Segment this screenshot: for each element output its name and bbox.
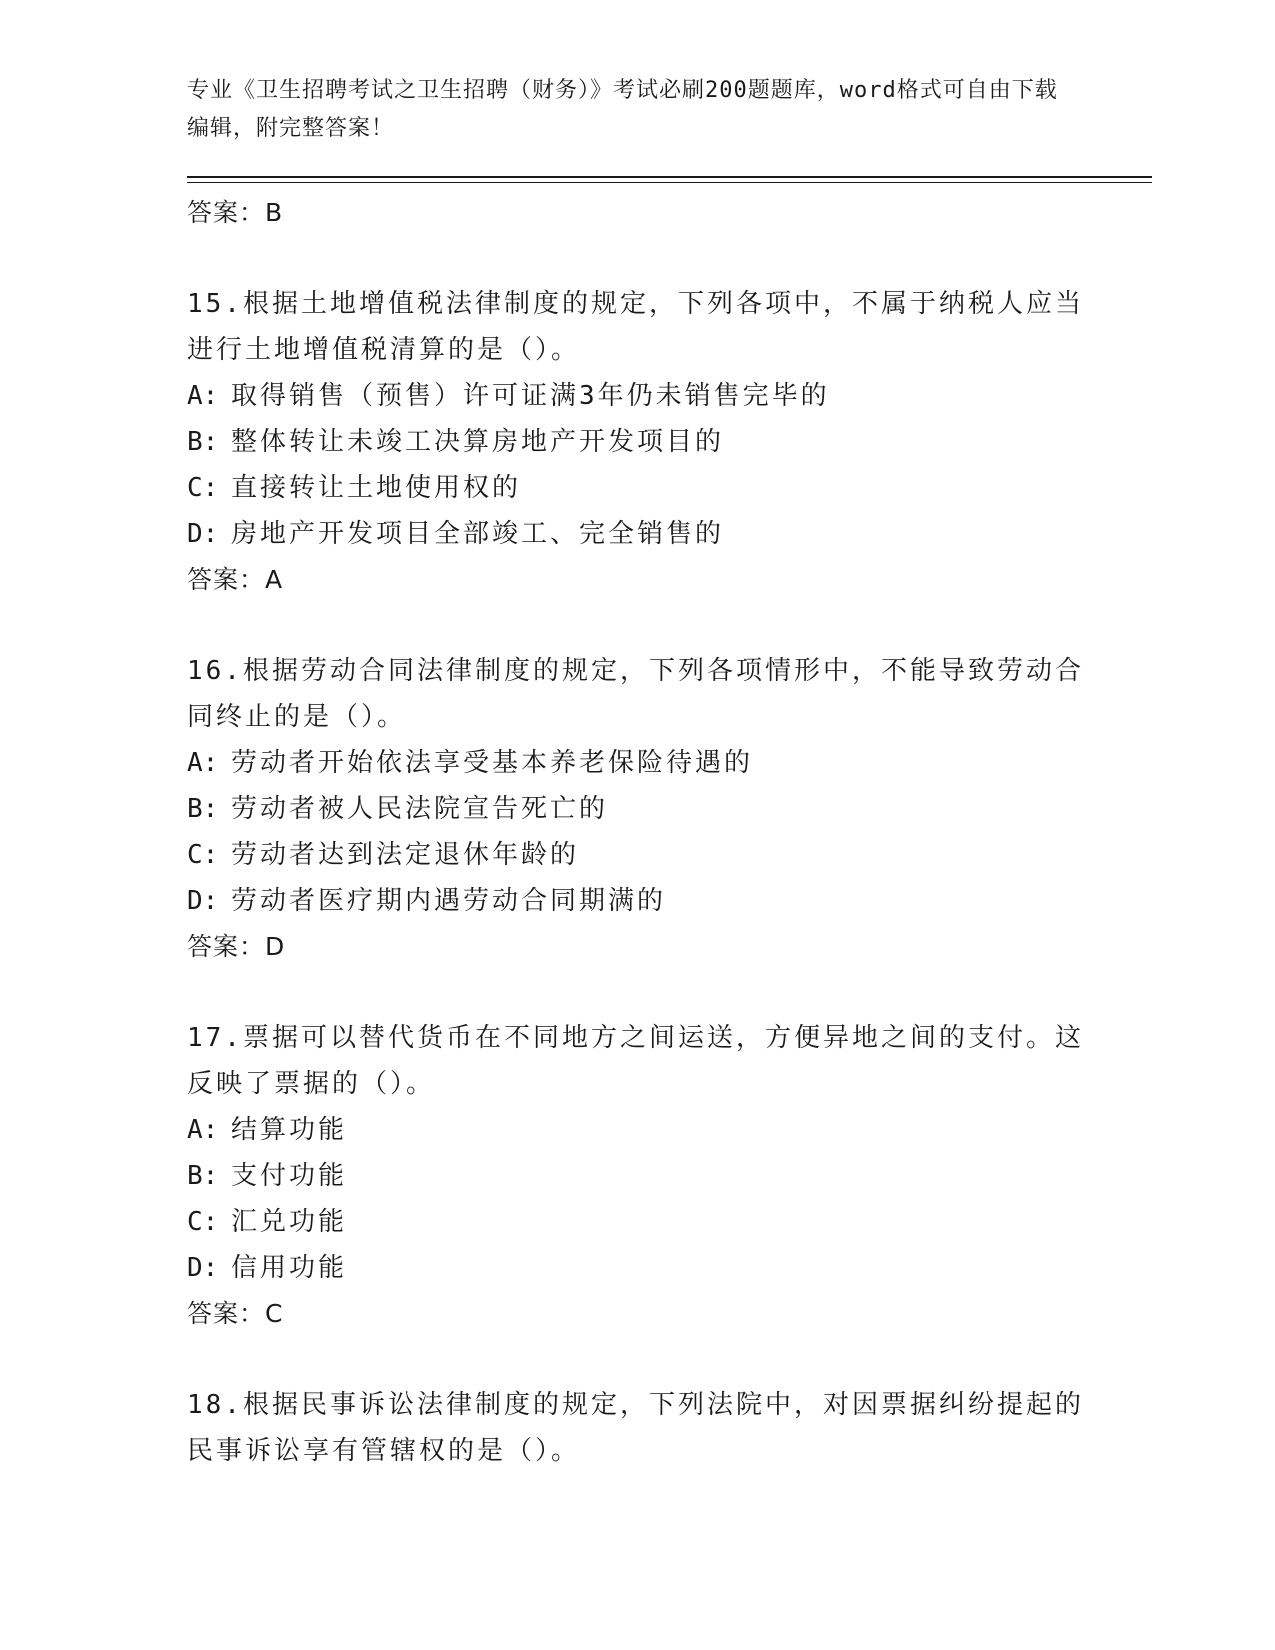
question-text: 18.根据民事诉讼法律制度的规定，下列法院中，对因票据纠纷提起的民事诉讼享有管辖权的是（）。: [187, 1390, 1084, 1466]
option-b: [187, 1153, 1087, 1199]
option-letter: B:: [187, 794, 219, 824]
option-text: 劳动者达到法定退休年龄的: [231, 840, 580, 870]
option-text: 劳动者开始依法享受基本养老保险待遇的: [231, 748, 754, 778]
option-letter: C:: [187, 473, 219, 503]
option-c: [187, 832, 1087, 878]
option-c: [187, 1199, 1087, 1245]
option-letter: D:: [187, 519, 219, 549]
option-text: 劳动者医疗期内遇劳动合同期满的: [231, 886, 667, 916]
question-16: [187, 648, 1087, 970]
answer-line: 答案：A: [187, 565, 284, 594]
option-text: 整体转让未竣工决算房地产开发项目的: [231, 427, 725, 457]
option-letter: C:: [187, 1207, 219, 1237]
question-list: [187, 190, 1087, 1474]
question-15: [187, 281, 1087, 603]
document-header: 专业《卫生招聘考试之卫生招聘（财务）》考试必刷200题题库，word格式可自由下载编辑，附完整答案！: [187, 78, 1058, 141]
spacer: [187, 236, 1087, 281]
answer-line: 答案：D: [187, 932, 286, 961]
option-letter: B:: [187, 1161, 219, 1191]
option-text: 汇兑功能: [231, 1207, 348, 1237]
option-d: [187, 511, 1087, 557]
option-letter: A:: [187, 1115, 219, 1145]
option-text: 取得销售（预售）许可证满3年仍未销售完毕的: [231, 381, 830, 411]
header-divider-thick: [187, 176, 1152, 178]
option-text: 结算功能: [231, 1115, 348, 1145]
option-text: 劳动者被人民法院宣告死亡的: [231, 794, 609, 824]
option-letter: A:: [187, 748, 219, 778]
question-17: [187, 1015, 1087, 1337]
option-text: 信用功能: [231, 1253, 348, 1283]
option-letter: D:: [187, 1253, 219, 1283]
option-d: [187, 1245, 1087, 1291]
option-letter: A:: [187, 381, 219, 411]
option-a: [187, 740, 1087, 786]
option-letter: B:: [187, 427, 219, 457]
option-text: 直接转让土地使用权的: [231, 473, 522, 503]
spacer: [187, 1337, 1087, 1382]
option-b: [187, 419, 1087, 465]
option-letter: D:: [187, 886, 219, 916]
question-text: 16.根据劳动合同法律制度的规定，下列各项情形中，不能导致劳动合同终止的是（）。: [187, 656, 1084, 732]
option-a: [187, 373, 1087, 419]
question-18: [187, 1382, 1087, 1474]
option-text: 支付功能: [231, 1161, 348, 1191]
question-text: 15.根据土地增值税法律制度的规定，下列各项中，不属于纳税人应当进行土地增值税清算的是（）。: [187, 289, 1084, 365]
option-letter: C:: [187, 840, 219, 870]
spacer: [187, 603, 1087, 648]
option-d: [187, 878, 1087, 924]
spacer: [187, 970, 1087, 1015]
option-text: 房地产开发项目全部竣工、完全销售的: [231, 519, 725, 549]
question-text: 17.票据可以替代货币在不同地方之间运送，方便异地之间的支付。这反映了票据的（）。: [187, 1023, 1084, 1099]
option-c: [187, 465, 1087, 511]
answer-line: 答案：B: [187, 198, 284, 227]
answer-line: 答案：C: [187, 1299, 284, 1328]
option-b: [187, 786, 1087, 832]
option-a: [187, 1107, 1087, 1153]
header-divider-thin: [187, 182, 1152, 183]
